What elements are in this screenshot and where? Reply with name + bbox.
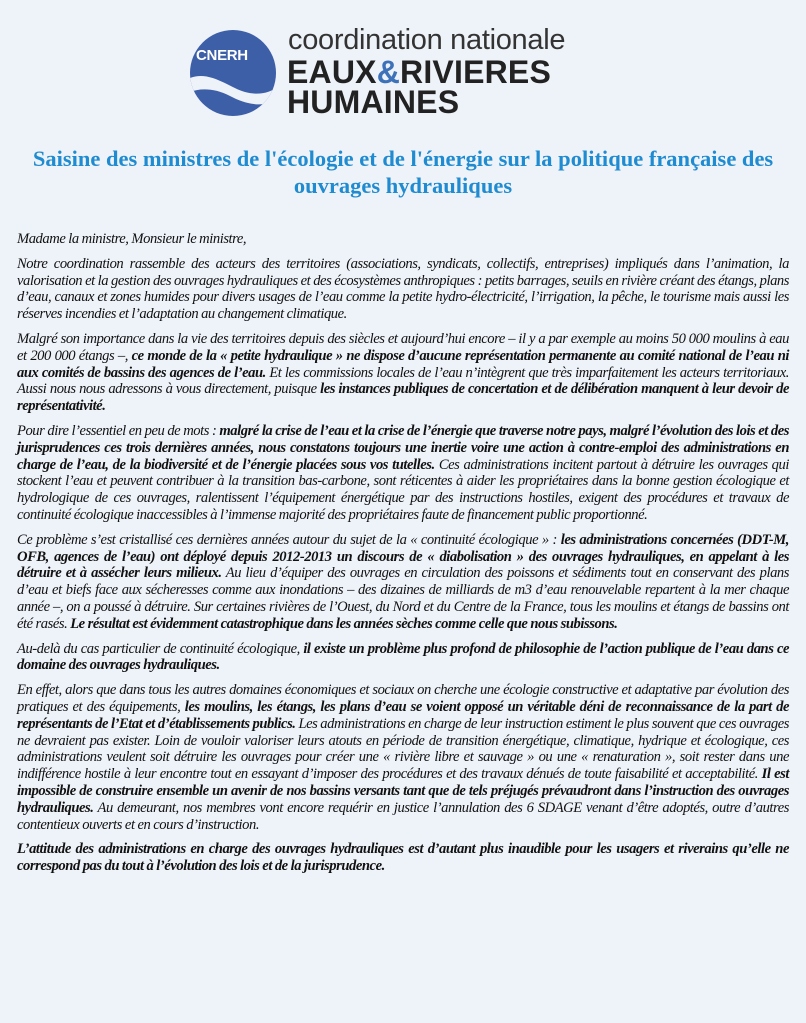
letter-body: [17, 231, 789, 883]
bold-text-segment: les administrations concernées (DDT-M, OFB, agences de l’eau) ont déployé depuis 2012-2013 un discours de « diabolisation » des ouvrages hydrauliques, en appelant à les détruire et à assécher leurs milieux.: [17, 531, 789, 582]
cnerh-logo-badge: [190, 30, 276, 116]
wave-icon: [190, 30, 276, 116]
logo-ampersand: &: [376, 54, 401, 90]
paragraph: [17, 682, 789, 833]
text-segment: Ce problème s’est cristallisé ces dernières années autour du sujet de la « continuité écologique » :: [17, 531, 561, 548]
paragraph: [17, 532, 789, 633]
logo-badge-text: CNERH: [196, 47, 248, 64]
logo-line-3: HUMAINES: [287, 84, 460, 120]
paragraph: [17, 331, 789, 415]
text-segment: Madame la ministre, Monsieur le ministre,: [17, 231, 247, 247]
text-segment: Au-delà du cas particulier de continuité écologique,: [17, 640, 304, 657]
logo-word-rivieres: RIVIERES: [400, 54, 552, 90]
bold-text-segment: L’attitude des administrations en charge des ouvrages hydrauliques est d’autant plus inaudible pour les usagers et riverains qu’elle ne correspond pas du tout à l’évolution des lois et de la jurisprudence.: [17, 841, 789, 875]
text-segment: Ces administrations incitent partout à détruire les ouvrages qui stockent l’eau et peuvent contribuer à la transition bas-carbone, sont réticentes à aider les propriétaires dans la bonne gestion écologique et hydrologique de ces ouvrages, ralentissent l’équipement énergétique par des instructions hostiles, exigent des procédures et travaux de continuité écologique inaccessibles à l’immense majorité des propriétaires faute de financement public proportionné.: [17, 456, 789, 523]
text-segment: Au demeurant, nos membres vont encore requérir en justice l’annulation des 6 SDAGE venant d’être adoptés, outre d’autres contentieux ouverts et en cours d’instruction.: [17, 799, 789, 833]
paragraph: [17, 423, 789, 524]
bold-text-segment: il existe un problème plus profond de philosophie de l’action publique de l’eau dans ce domaine des ouvrages hydrauliques.: [17, 640, 789, 674]
paragraph: [17, 641, 789, 675]
text-segment: Notre coordination rassemble des acteurs des territoires (associations, syndicats, collectifs, entreprises) impliqués dans l’animation, la valorisation et la gestion des ouvrages hydrauliques et des écosystèmes anthropiques : petits barrages, seuils en rivière créant des étangs, plans d’eau, canaux et zones humides pour divers usages de l’eau comme la petite hydro-électricité, l’irrigation, la pêche, le tourisme mais aussi les réserves incendies et l’adaptation au changement climatique.: [17, 255, 789, 323]
cnerh-logo: [190, 24, 600, 120]
logo-word-eaux: EAUX: [287, 54, 377, 90]
text-segment: Et les commissions locales de l’eau n’intègrent que très imparfaitement les acteurs territoriaux. Aussi nous nous adressons à vous directement, puisque: [17, 364, 789, 398]
paragraph: [17, 841, 789, 875]
text-segment: Au lieu d’équiper des ouvrages en circulation des poissons et sédiments tout en conservant des plans d’eau et biefs face aux sécheresses comme aux inondations – des dizaines de milliards de m3 d’eau renouvelable repartent à la mer chaque année –, on a poussé à détruire. Sur certaines rivières de l’Ouest, du Nord et du Centre de la France, tous les moulins et étangs de bassins ont été rasés.: [17, 565, 789, 632]
bold-text-segment: ce monde de la « petite hydraulique » ne dispose d’aucune représentation permanente au comité national de l’eau ni aux comités de bassins des agences de l’eau.: [17, 347, 790, 381]
page-title: Saisine des ministres de l'écologie et de l'énergie sur la politique française des ouvrages hydrauliques: [32, 146, 774, 198]
text-segment: Malgré son importance dans la vie des territoires depuis des siècles et aujourd’hui encore – il y a par exemple au moins 50 000 moulins à eau et 200 000 étangs –,: [17, 330, 789, 364]
bold-text-segment: Le résultat est évidemment catastrophique dans les années sèches comme celle que nous subissons.: [70, 615, 618, 632]
logo-line-1: coordination nationale: [288, 24, 566, 56]
text-segment: Pour dire l’essentiel en peu de mots :: [17, 422, 220, 439]
paragraph: [17, 256, 789, 323]
paragraph: [17, 231, 789, 248]
text-segment: Les administrations en charge de leur instruction estiment le plus souvent que ces ouvrages ne devraient pas exister. Loin de vouloir valoriser leurs atouts en période de transition énergétique, climatique, hydrique et écologique, ces administrations veulent soit détruire les ouvrages pour créer une « rivière libre et sauvage » ou une « renaturation », soit rester dans une indifférence hostile à leur encontre tout en essayant d’imposer des procédures et des travaux dénués de toute faisabilité et acceptabilité.: [17, 715, 789, 783]
bold-text-segment: les instances publiques de concertation et de délibération manquent à leur devoir de représentativité.: [17, 381, 790, 415]
bold-text-segment: les moulins, les étangs, les plans d’eau se voient opposé un véritable déni de reconnaissance de la part de représentants de l’Etat et d’établissements publics.: [17, 698, 790, 732]
bold-text-segment: malgré la crise de l’eau et la crise de l’énergie que traverse notre pays, malgré l’évolution des lois et des jurisprudences ces trois dernières années, nous constatons toujours une inertie voire une action à contre-emploi des administrations en charge de l’eau, de la biodiversité et de l’énergie placées sous vos tutelles.: [17, 422, 790, 473]
bold-text-segment: Il est impossible de construire ensemble un avenir de nos bassins versants tant que de tels préjugés prévaudront dans l’instruction des ouvrages hydrauliques.: [17, 766, 790, 816]
text-segment: En effet, alors que dans tous les autres domaines économiques et sociaux on cherche une écologie constructive et adaptative par évolution des pratiques et des équipements,: [17, 682, 789, 715]
